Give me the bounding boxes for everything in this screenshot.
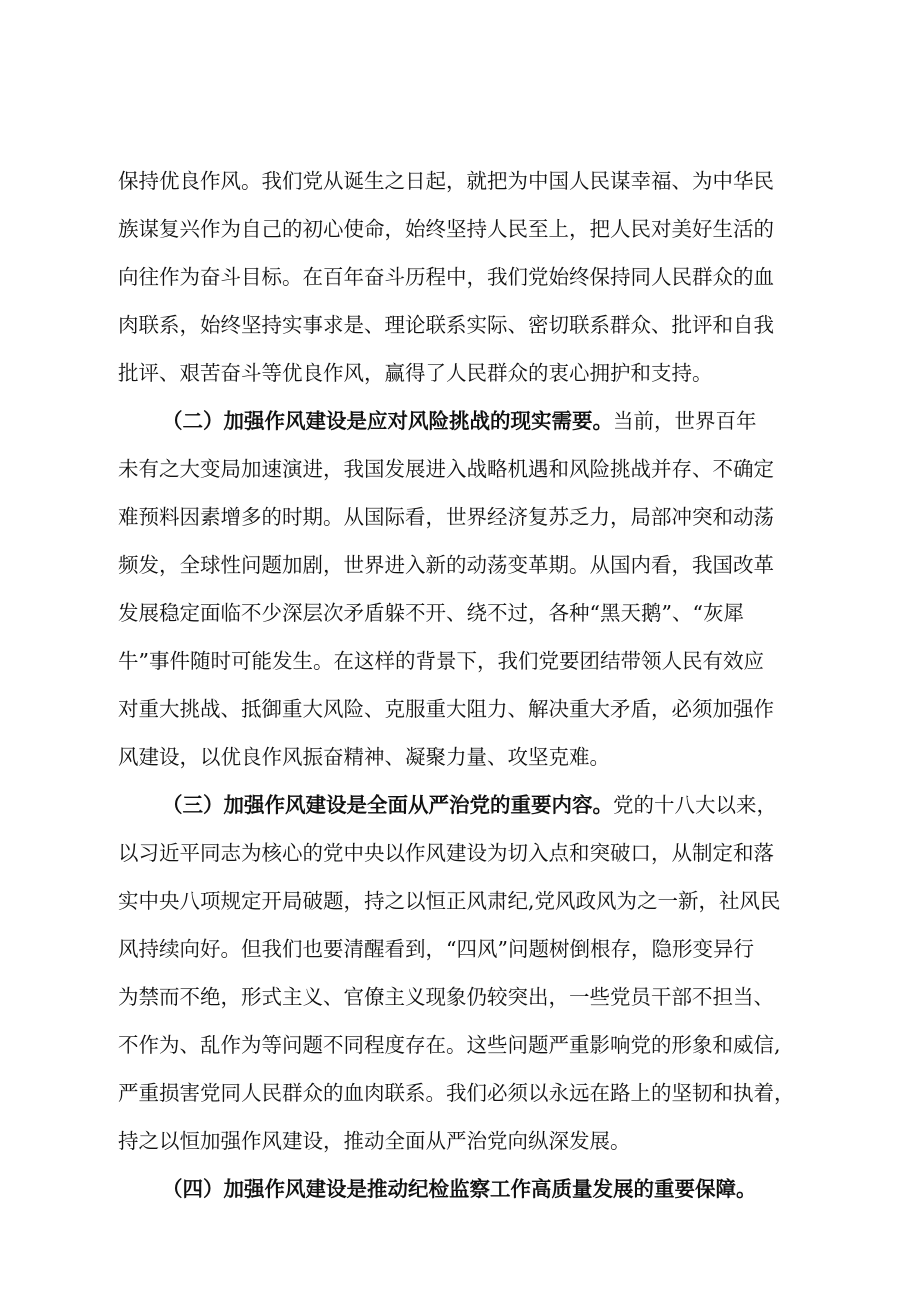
paragraph-1-line-2: 族谋复兴作为自己的初心使命，始终坚持人民至上，把人民对美好生活的 [118,217,774,241]
paragraph-3-line-4: 风持续向好。但我们也要清醒看到，“四风”问题树倒根存，隐形变异行 [118,937,754,961]
paragraph-1-line-4: 肉联系，始终坚持实事求是、理论联系实际、密切联系群众、批评和自我 [118,313,774,337]
paragraph-2-line-8: 风建设，以优良作风振奋精神、凝聚力量、攻坚克难。 [118,745,610,769]
paragraph-1-line-5: 批评、艰苦奋斗等优良作风，赢得了人民群众的衷心拥护和支持。 [118,361,713,385]
section-2-heading: （二）加强作风建设是应对风险挑战的现实需要。 [162,409,613,433]
section-3-heading: （三）加强作风建设是全面从严治党的重要内容。 [162,793,613,817]
paragraph-2-line-5: 发展稳定面临不少深层次矛盾躲不开、绕不过，各种“黑天鹅”、“灰犀 [118,601,744,625]
paragraph-2-line-7: 对重大挑战、抵御重大风险、克服重大阻力、解决重大矛盾，必须加强作 [118,697,774,721]
paragraph-2-line-2: 未有之大变局加速演进，我国发展进入战略机遇和风险挑战并存、不确定 [118,457,774,481]
paragraph-3-line-6: 不作为、乱作为等问题不同程度存在。这些问题严重影响党的形象和威信, [118,1033,781,1057]
paragraph-2-line-6: 牛”事件随时可能发生。在这样的背景下，我们党要团结带领人民有效应 [118,649,764,673]
paragraph-3-line-8: 持之以恒加强作风建设，推动全面从严治党向纵深发展。 [118,1129,631,1153]
paragraph-2-line-4: 频发，全球性问题加剧，世界进入新的动荡变革期。从国内看，我国改革 [118,553,774,577]
paragraph-3-line-3: 实中央八项规定开局破题，持之以恒正风肃纪,党风政风为之一新，社风民 [118,889,781,913]
paragraph-2-line-3: 难预料因素增多的时期。从国际看，世界经济复苏乏力，局部冲突和动荡 [118,505,774,529]
paragraph-3-line-2: 以习近平同志为核心的党中央以作风建设为切入点和突破口，从制定和落 [118,841,774,865]
paragraph-4-line-1 [162,1176,757,1202]
paragraph-3-line-5: 为禁而不绝，形式主义、官僚主义现象仍较突出，一些党员干部不担当、 [118,985,774,1009]
paragraph-2-line-1 [162,408,757,434]
paragraph-3-line-7: 严重损害党同人民群众的血肉联系。我们必须以永远在路上的坚韧和执着， [118,1081,795,1105]
section-4-heading: （四）加强作风建设是推动纪检监察工作高质量发展的重要保障。 [162,1177,757,1201]
paragraph-3-line-1 [162,792,777,818]
paragraph-3-line-1-text: 党的十八大以来， [613,793,777,817]
paragraph-1-line-1: 保持优良作风。我们党从诞生之日起，就把为中国人民谋幸福、为中华民 [118,169,774,193]
paragraph-1-line-3: 向往作为奋斗目标。在百年奋斗历程中，我们党始终保持同人民群众的血 [118,265,774,289]
paragraph-2-line-1-text: 当前，世界百年 [613,409,757,433]
